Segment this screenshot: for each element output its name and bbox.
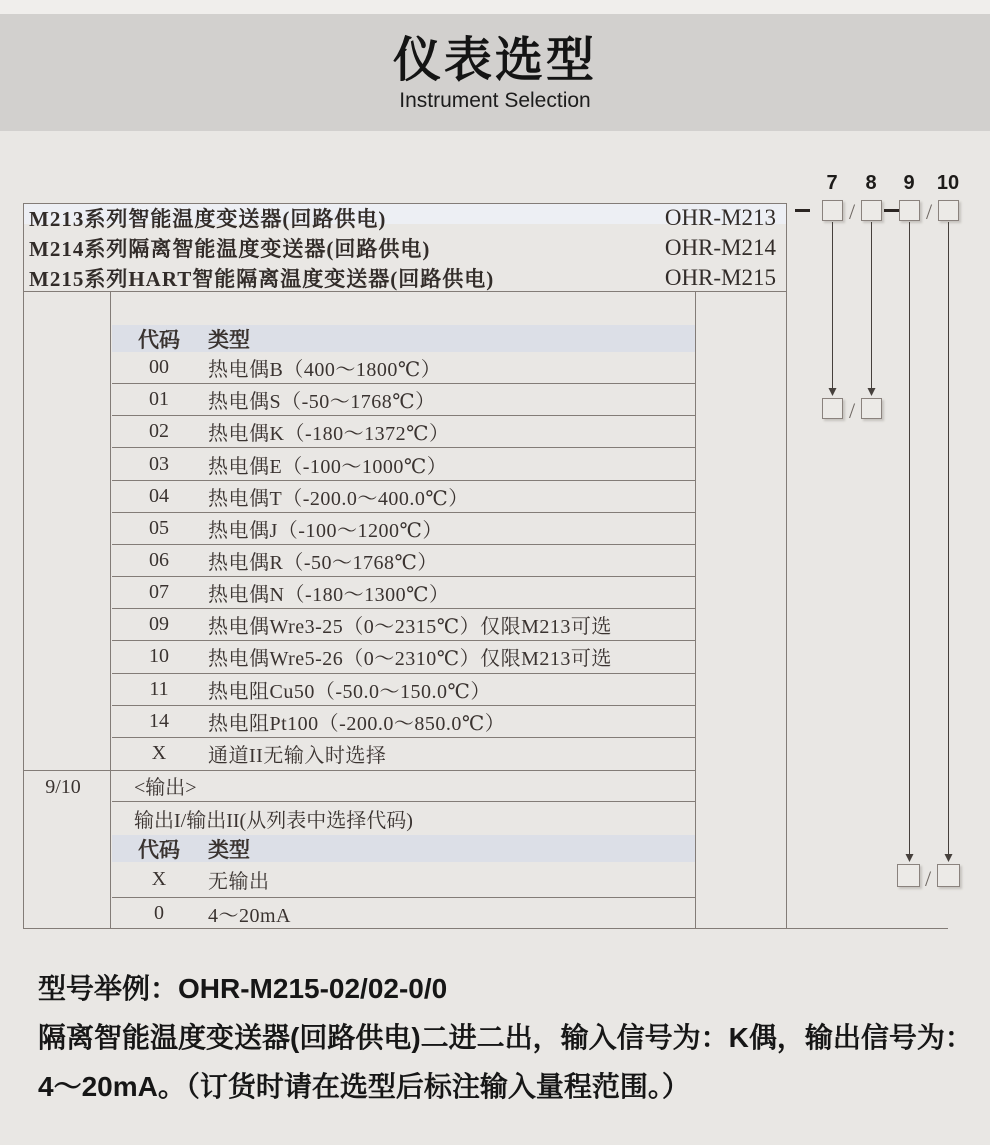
- input-type-row: [112, 609, 695, 641]
- type-code: X: [151, 742, 167, 765]
- model-example: [38, 964, 973, 1111]
- output-code-box-10: [937, 864, 960, 887]
- type-description: 热电偶T（-200.0～400.0℃）: [208, 487, 469, 510]
- slash-separator: /: [925, 199, 933, 224]
- type-description: 热电偶Wre5-26（0～2310℃）仅限M213可选: [208, 648, 612, 671]
- type-code: X: [151, 868, 167, 890]
- type-description: 热电阻Pt100（-200.0～850.0℃）: [208, 712, 506, 735]
- output-section: [112, 770, 695, 928]
- page-title: 仪表选型: [392, 34, 597, 87]
- input-code-box-8: [861, 398, 882, 419]
- type-description: 无输出: [208, 871, 270, 893]
- input-type-row: [112, 352, 695, 384]
- output-table-header: [112, 835, 695, 862]
- product-name: M214系列隔离智能温度变送器(回路供电): [29, 237, 431, 261]
- page-subtitle: Instrument Selection: [399, 88, 591, 112]
- label-column-divider: [110, 291, 111, 928]
- output-title: <输出>: [112, 770, 695, 802]
- output-type-row: [112, 862, 695, 898]
- input-type-row: [112, 641, 695, 673]
- output-type-row: [112, 898, 695, 928]
- product-rows: [24, 203, 786, 291]
- code-box-9: [899, 200, 920, 221]
- column-header-code: 代码: [138, 327, 180, 352]
- output-position-label: 9/10: [45, 776, 81, 798]
- product-row: [24, 203, 786, 233]
- inner-table-right-line: [695, 291, 696, 928]
- input-type-row: [112, 674, 695, 706]
- product-name: M215系列HART智能隔离温度变送器(回路供电): [29, 267, 495, 291]
- position-number-7: 7: [826, 172, 838, 194]
- type-code: 07: [149, 581, 169, 604]
- frame-bottom-line: [23, 928, 948, 929]
- slash-separator: /: [848, 398, 856, 423]
- type-code: 09: [149, 613, 169, 636]
- input-type-row: [112, 738, 695, 770]
- code-box-10: [938, 200, 959, 221]
- position-number-9: 9: [903, 172, 915, 194]
- input-type-row: [112, 545, 695, 577]
- input-table-rows: [112, 352, 695, 770]
- type-description: 热电偶E（-100～1000℃）: [208, 455, 448, 478]
- type-code: 00: [149, 356, 169, 379]
- input-type-row: [112, 706, 695, 738]
- output-table-rows: [112, 862, 695, 928]
- input-type-row: [112, 448, 695, 480]
- example-line-2: 隔离智能温度变送器(回路供电)二进二出，输入信号为：K偶，输出信号为：: [38, 1022, 973, 1053]
- type-code: 0: [154, 901, 164, 924]
- type-description: 热电偶Wre3-25（0～2315℃）仅限M213可选: [208, 616, 612, 639]
- type-code: 03: [149, 452, 169, 475]
- input-section: [112, 291, 695, 770]
- input-type-row: [112, 384, 695, 416]
- type-code: 05: [149, 516, 169, 539]
- product-model: OHR-M214: [664, 235, 776, 260]
- type-code: 10: [149, 645, 169, 668]
- dash-separator: [795, 209, 810, 212]
- type-description: 热电偶B（400～1800℃）: [208, 359, 442, 382]
- input-type-row: [112, 513, 695, 545]
- type-description: 热电偶R（-50～1768℃）: [208, 551, 438, 574]
- slash-separator: /: [924, 866, 932, 891]
- example-line-3: 4～20mA。（订货时请在选型后标注输入量程范围。）: [38, 1071, 690, 1102]
- output-subtitle: 输出I/输出II(从列表中选择代码): [134, 810, 413, 832]
- type-description: 通道II无输入时选择: [208, 745, 387, 768]
- position-number-8: 8: [865, 172, 877, 194]
- type-code: 06: [149, 548, 169, 571]
- input-type-row: [112, 577, 695, 609]
- column-header-type: 类型: [208, 837, 250, 862]
- frame-left-line: [23, 203, 24, 929]
- product-row: [24, 263, 786, 293]
- dash-separator: [884, 209, 899, 212]
- type-description: 热电偶S（-50～1768℃）: [208, 391, 436, 414]
- slash-separator: /: [848, 199, 856, 224]
- position-number-10: 10: [936, 172, 960, 194]
- type-code: 11: [149, 677, 169, 700]
- top-strip: [0, 0, 990, 14]
- input-type-row: [112, 416, 695, 448]
- product-name: M213系列智能温度变送器(回路供电): [29, 207, 387, 231]
- header-banner: [0, 14, 990, 131]
- example-line-1: 型号举例：OHR-M215-02/02-0/0: [38, 973, 448, 1004]
- type-description: 4～20mA: [208, 904, 291, 927]
- column-header-type: 类型: [208, 327, 250, 352]
- type-code: 04: [149, 484, 169, 507]
- type-code: 01: [149, 388, 169, 411]
- table-top-gap: [112, 291, 695, 325]
- type-description: 热电阻Cu50（-50.0～150.0℃）: [208, 680, 491, 703]
- code-box-8: [861, 200, 882, 221]
- code-box-7: [822, 200, 843, 221]
- output-code-box-9: [897, 864, 920, 887]
- input-type-row: [112, 481, 695, 513]
- type-description: 热电偶J（-100～1200℃）: [208, 519, 443, 542]
- input-table-header: [112, 325, 695, 352]
- product-row: [24, 233, 786, 263]
- product-model: OHR-M213: [664, 205, 776, 230]
- column-header-code: 代码: [138, 837, 180, 862]
- type-description: 热电偶N（-180～1300℃）: [208, 584, 450, 607]
- product-model: OHR-M215: [664, 265, 776, 290]
- type-description: 热电偶K（-180～1372℃）: [208, 423, 450, 446]
- type-code: 14: [149, 709, 169, 732]
- frame-right-line: [786, 203, 787, 929]
- type-code: 02: [149, 420, 169, 443]
- input-code-box-7: [822, 398, 843, 419]
